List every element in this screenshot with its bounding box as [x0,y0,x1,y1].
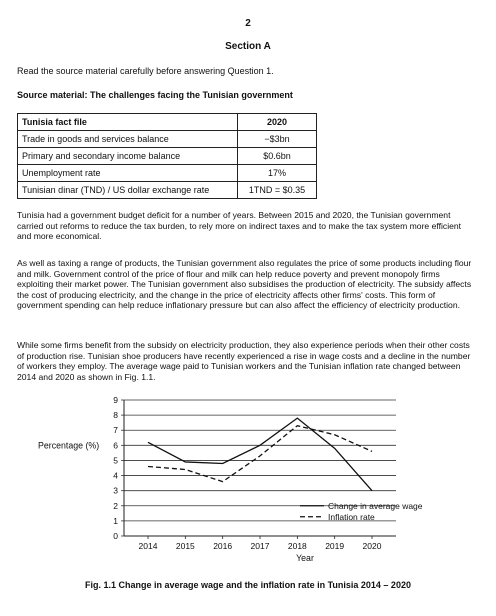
y-tick-label: 1 [113,515,118,526]
fact-table-header [18,114,317,131]
fact-value: $0.6bn [238,148,317,165]
x-tick-label: 2015 [175,541,195,551]
series-line-inflation-rate [148,426,372,482]
x-tick-label: 2020 [362,541,382,551]
source-title: Source material: The challenges facing the Tunisian government [17,90,293,100]
legend-label: Change in average wage [328,500,423,511]
x-axis-label: Year [296,553,314,563]
fact-label: Unemployment rate [18,165,238,182]
legend-label: Inflation rate [328,511,375,522]
paragraph-budget: Tunisia had a government budget deficit for a number of years. Between 2015 and 2020, the Tunisian government carried out reforms to reduce the tax burden, to rely more on indirect taxes and to make the tax system more efficient and more economical. [17,210,462,242]
instruction-text: Read the source material carefully before answering Question 1. [17,66,274,76]
y-tick-label: 9 [113,395,118,405]
fact-table-header-year: 2020 [238,114,317,131]
fact-value: −$3bn [238,131,317,148]
fact-label: Trade in goods and services balance [18,131,238,148]
y-tick-label: 5 [113,455,118,466]
fact-table [17,113,317,199]
line-chart [0,392,496,576]
x-tick-label: 2019 [325,541,345,551]
x-tick-label: 2014 [138,541,158,551]
fact-label: Tunisian dinar (TND) / US dollar exchange rate [18,182,238,199]
x-tick-label: 2017 [250,541,270,551]
table-row [18,165,317,182]
fact-value: 17% [238,165,317,182]
y-tick-label: 0 [113,531,118,541]
paragraph-regulation: As well as taxing a range of products, the Tunisian government also regulates the price of some products including flour and milk. Government control of the price of flour and milk can help reduce poverty and prevent monopoly firms exploiting their market power. The Tunisian government also subsidises the production of electricity. The subsidy affects the cost of producing electricity, and the change in the price of electricity affects other firms' costs. This form of government spending can help reduce inflationary pressure but can also affect the efficiency of electricity production. [17,258,472,311]
figure-caption: Fig. 1.1 Change in average wage and the inflation rate in Tunisia 2014 – 2020 [85,580,411,590]
y-tick-label: 2 [113,500,118,511]
table-row [18,131,317,148]
y-axis-label: Percentage (%) [38,440,100,451]
fact-value: 1TND = $0.35 [238,182,317,199]
fact-table-header-label: Tunisia fact file [18,114,238,131]
section-title: Section A [225,41,271,52]
y-tick-label: 7 [113,425,118,436]
fact-label: Primary and secondary income balance [18,148,238,165]
page-number: 2 [245,18,251,29]
x-tick-label: 2018 [287,541,307,551]
y-tick-label: 8 [113,410,118,421]
table-row [18,182,317,199]
y-tick-label: 3 [113,485,118,496]
y-tick-label: 4 [113,470,118,481]
x-tick-label: 2016 [213,541,233,551]
table-row [18,148,317,165]
series-line-average-wage [148,418,372,491]
paragraph-wages: While some firms benefit from the subsidy on electricity production, they also experience periods when their other costs of production rise. Tunisian shoe producers have recently experienced a rise in wage costs and a decline in the number of workers they employ. The average wage paid to Tunisian workers and the Tunisian inflation rate changed between 2014 and 2020 as shown in Fig. 1.1. [17,340,471,382]
y-tick-label: 6 [113,440,118,451]
